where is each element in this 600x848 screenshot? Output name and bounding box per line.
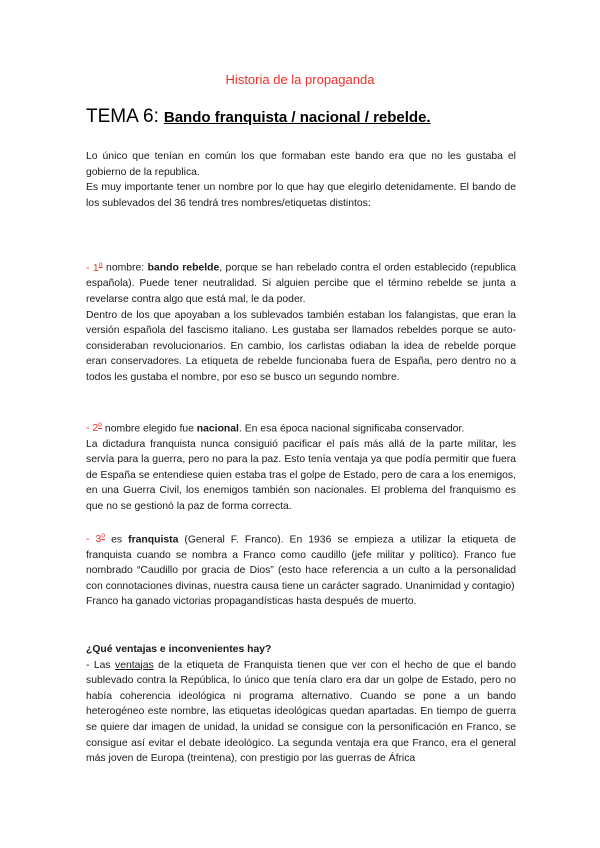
name-1-paragraph: - 1$^o$ nombre: bando rebelde, porque se han rebelado contra el orden establecido (republica española). Puede tener neutralidad. Si alguien percibe que el término rebelde se junta a revelarse contra algo que está mal, le da poder. (86, 261, 516, 306)
name-3-detail: Franco ha ganado victorias propagandísticas hasta después de muerto. (86, 596, 417, 608)
name-2-paragraph: - 2$^o$ nombre elegido fue nacional. En esa época nacional significaba conservador. (86, 421, 465, 435)
advantages-term: ventajas (115, 659, 154, 671)
section-heading: ¿Qué ventajas e inconvenientes hay? (86, 644, 272, 656)
document-body (86, 149, 516, 767)
topic-title (86, 106, 566, 128)
name-1-term: bando rebelde (147, 262, 220, 274)
list-marker: - 1$^o$ (86, 261, 103, 274)
name-3-term: franquista (128, 534, 179, 546)
document-header: Historia de la propaganda (225, 72, 375, 87)
name-2-term: nacional (196, 423, 239, 435)
list-marker: - 2$^o$ (86, 421, 103, 435)
list-marker: - 3$^o$ (86, 532, 106, 546)
name-1-detail: Dentro de los que apoyaban a los sublevados también estaban los falangistas, que eran la versión española del fascismo italiano. Les gustaba ser llamados rebeldes porque se auto-consideraban revolucionarios. En cambio, los carlistas odiaban la idea de rebelde porque eran conservadores. La etiqueta de rebelde funcionaba fuera de España, pero dentro no a todos les gustaba el nombre, por eso se busco un segundo nombre. (86, 309, 516, 383)
name-3-paragraph: - 3$^o$ es franquista (General F. Franco). En 1936 se empieza a utilizar la etiqueta de franquista cuando se nombra a Franco como caudillo (jefe militar y político). Franco fue nombrado “Caudillo por gracia de Dios” (esto hace referencia a un culto a la personalidad con connotaciones divinas, nuestra causa tiene un carácter sagrado. Unanimidad y contagio) (86, 532, 516, 592)
advantages-paragraph: - Las ventajas de la etiqueta de Franquista tienen que ver con el hecho de que el bando sublevado contra la República, lo único que tenía claro era dar un golpe de Estado, pero no había coherencia ideológica ni programa alternativo. Cuando se pone a un bando heterogéneo este nombre, las etiquetas ideológicas quedan apartadas. En tiempo de guerra se quiere dar imagen de unidad, la unidad se consigue con la personificación en Franco, se consigue así evitar el debate ideológico. La segunda ventaja era que Franco, era el general más joven de Europa (treintena), con prestigio por las guerras de África (86, 659, 516, 765)
name-2-detail: La dictadura franquista nunca consiguió pacificar el país más allá de la parte militar, les servía para la guerra, pero no para la paz. Esto tenía ventaja ya que podía permitir que fuera de España se entendiese quien estaba tras el golpe de Estado, pero de cara a los enemigos, en una Guerra Civil, los enemigos también son nacionales. El problema del franquismo es que no se gestionó la paz de forma correcta. (86, 438, 516, 513)
topic-subtitle: Bando franquista / nacional / rebelde. (163, 109, 431, 126)
intro-paragraph: Lo único que tenían en común los que formaban este bando era que no les gustaba el gobierno de la republica. (86, 151, 516, 178)
topic-label: TEMA 6: (86, 106, 159, 127)
intro-paragraph: Es muy importante tener un nombre por lo que hay que elegirlo detenidamente. El bando de los sublevados del 36 tendrá tres nombres/etiquetas distintos: (86, 182, 516, 209)
